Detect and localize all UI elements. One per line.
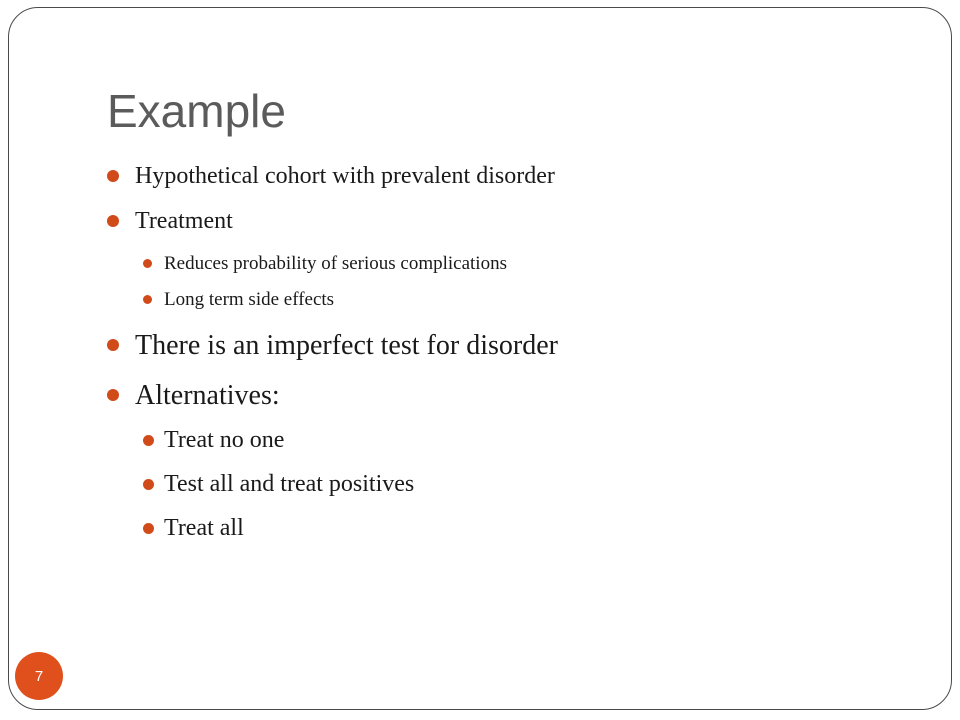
page-number-badge	[15, 652, 63, 700]
page-number: 7	[34, 667, 44, 685]
sub-bullet-item: Treat no one	[164, 427, 285, 453]
bullet-item: Treatment	[135, 208, 233, 234]
bullet-item: There is an imperfect test for disorder	[135, 330, 558, 361]
bullet-dot-icon	[107, 339, 119, 351]
sub-bullet-dot-icon	[143, 295, 152, 304]
sub-bullet-item: Reduces probability of serious complications	[164, 253, 507, 274]
bullet-item: Alternatives:	[135, 380, 280, 411]
sub-bullet-dot-icon	[143, 259, 152, 268]
sub-bullet-dot-icon	[143, 479, 154, 490]
sub-bullet-dot-icon	[143, 523, 154, 534]
bullet-dot-icon	[107, 215, 119, 227]
sub-bullet-item: Long term side effects	[164, 289, 335, 310]
sub-bullet-item: Test all and treat positives	[164, 471, 415, 497]
sub-bullet-dot-icon	[143, 435, 154, 446]
bullet-dot-icon	[107, 170, 119, 182]
bullet-item: Hypothetical cohort with prevalent disorder	[135, 163, 555, 189]
sub-bullet-item: Treat all	[164, 515, 244, 541]
bullet-dot-icon	[107, 389, 119, 401]
slide-title: Example	[107, 85, 286, 137]
